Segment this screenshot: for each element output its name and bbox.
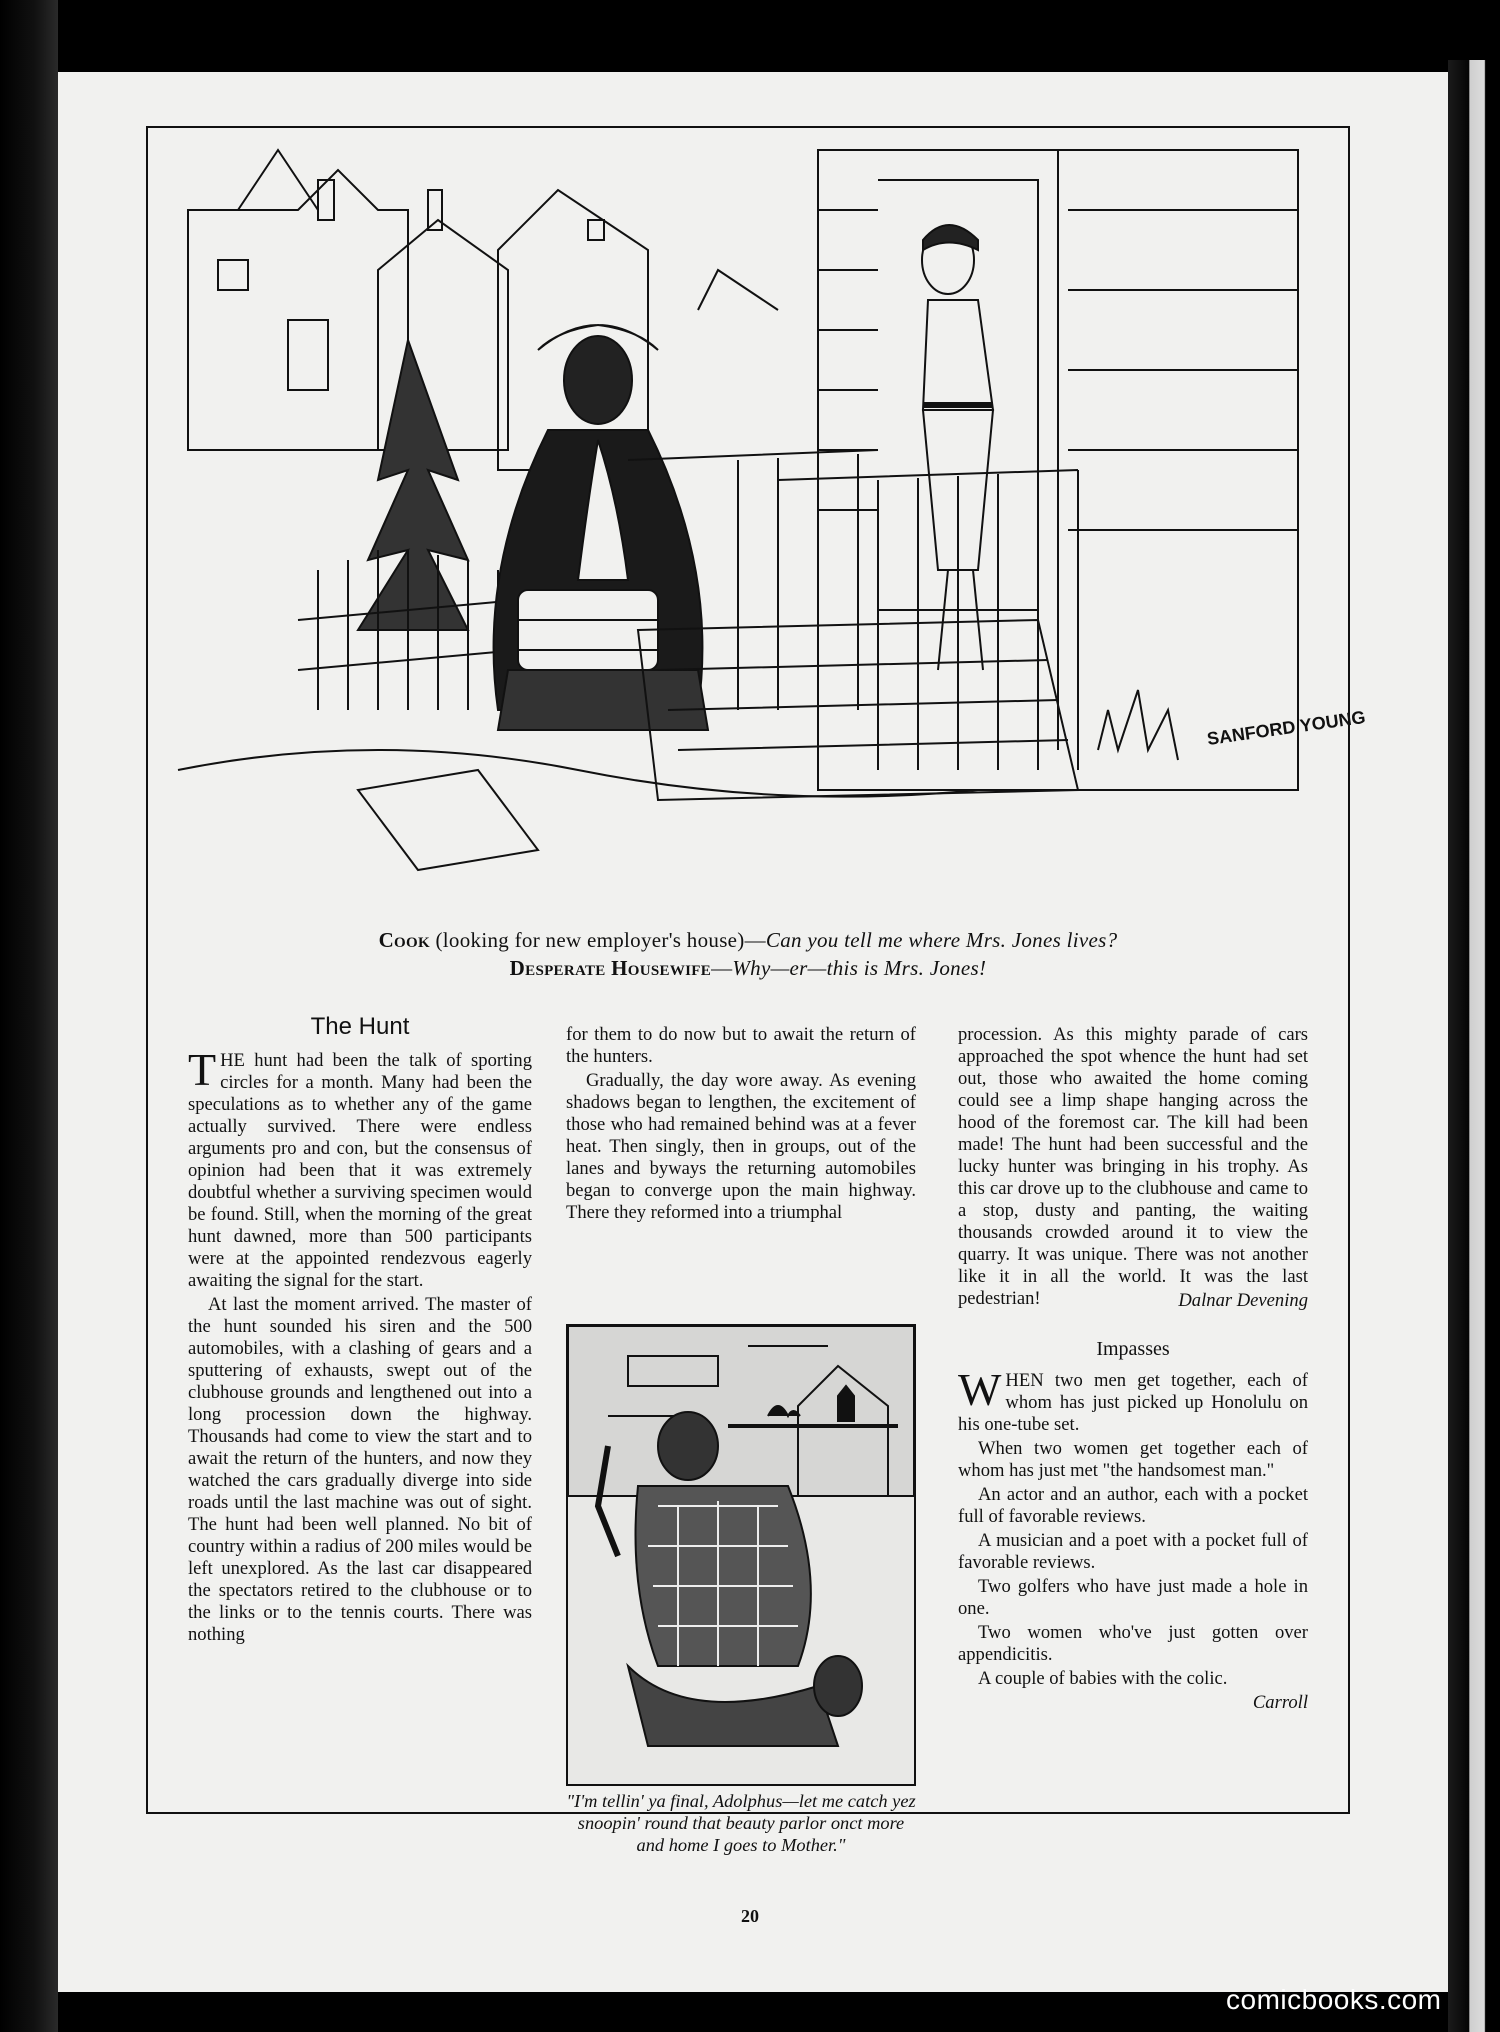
hunt-paragraph-2: At last the moment arrived. The master of the hunt sounded his siren and the 500 automobiles, with a clashing of gears and a sputtering of exhausts, swept out of the clubhouse grounds and lengthened out into a long procession down the highway. Thousands had come to view the start and to await the return of the hunters, and now they watched the cars gradually diverge into side roads until the last machine was out of sight. The hunt had been well planned. No bit of country within a radius of 200 miles would be left unexplored. As the last car disappeared the spectators retired to the clubhouse or to the links or to the tennis courts. There was nothing xyxy=(188,1294,532,1645)
book-spine-shadow xyxy=(0,0,58,2032)
article-title-impasses: Impasses xyxy=(1096,1338,1170,1360)
inset-cartoon-drawing xyxy=(568,1326,914,1784)
woman-body xyxy=(636,1486,811,1666)
inset-cartoon-caption: "I'm tellin' ya final, Adolphus—let me catch yez snoopin' round that beauty parlor onct more and home I goes to Mother." xyxy=(566,1791,916,1855)
cartoon-caption-line-2 xyxy=(178,956,1318,981)
impasses-paragraph-6: Two women who've just gotten over appendicitis. xyxy=(958,1622,1308,1665)
impasses-paragraph-4: A musician and a poet with a pocket full of favorable reviews. xyxy=(958,1530,1308,1573)
caption-housewife-line: Why—er—this is Mrs. Jones! xyxy=(732,956,987,980)
impasses-author: Carroll xyxy=(1252,1692,1308,1713)
impasses-paragraph-7: A couple of babies with the colic. xyxy=(978,1668,1228,1689)
woman-head xyxy=(658,1412,718,1480)
hunt-paragraph-1-text: HE hunt had been the talk of sporting circles for a month. Many had been the speculations as to whether any of the game actually survived. There were endless arguments pro and con, but the consensus of opinion had been that it was extremely doubtful whether a surviving specimen would be found. Still, when the morning of the great hunt dawned, more than 500 participants were at the appointed rendezvous eagerly awaiting the signal for the start. xyxy=(188,1050,532,1291)
caption-speaker-housewife: Desperate Housewife xyxy=(509,956,712,980)
hunt-drop-cap: T xyxy=(188,1044,217,1095)
hunt-paragraph-5: procession. As this mighty parade of cars approached the spot whence the hunt had set out, those who awaited the home coming could see a limp shape hanging across the hood of the foremost car. The kill had been made! The hunt had been successful and the lucky hunter was bringing in his trophy. As this car drove up to the clubhouse and came to a stop, dusty and panting, the waiting thousands crowded around it to view the quarry. It was unique. There was not another like it in all the world. It was the last pedestrian! xyxy=(958,1024,1308,1309)
caption-stage-direction: (looking for new employer's house)— xyxy=(429,928,766,952)
house-left xyxy=(188,170,408,450)
impasses-drop-cap: W xyxy=(958,1364,1002,1415)
hunt-paragraph-1 xyxy=(188,1044,532,1292)
main-cartoon-illustration xyxy=(178,150,1367,910)
cartoon-caption-line-1 xyxy=(178,928,1318,953)
caption-dash: — xyxy=(711,956,733,980)
cartoon-drawing xyxy=(178,150,1367,910)
impasses-paragraph-2: When two women get together each of whom has just met "the handsomest man." xyxy=(958,1438,1308,1481)
facing-page-edge xyxy=(1448,60,1500,2032)
impasses-paragraph-5: Two golfers who have just made a hole in one. xyxy=(958,1576,1308,1619)
column-2 xyxy=(566,1024,916,1226)
column-1 xyxy=(188,1013,532,1648)
hunt-author: Dalnar Devening xyxy=(1178,1290,1308,1311)
impasses-paragraph-1 xyxy=(958,1364,1308,1436)
grass-tuft xyxy=(1098,690,1178,760)
column-3 xyxy=(958,1024,1308,1714)
caption-speaker-cook: Cook xyxy=(378,928,430,952)
inset-cartoon xyxy=(566,1324,916,1786)
article-title-the-hunt: The Hunt xyxy=(310,1013,410,1040)
impasses-paragraph-3: An actor and an author, each with a pocket full of favorable reviews. xyxy=(958,1484,1308,1527)
pine-tree xyxy=(358,340,468,630)
impasses-paragraph-1-text: HEN two men get together, each of whom has just picked up Honolulu on his one-tube set. xyxy=(958,1370,1308,1435)
hunt-paragraph-4: Gradually, the day wore away. As evening shadows began to lengthen, the excitement of those who had remained behind was at a fever heat. Then singly, then in groups, out of the lanes and byways the returning automobiles began to converge upon the main highway. There they reformed into a triumphal xyxy=(566,1070,916,1223)
picket-fence xyxy=(298,550,518,710)
page-number: 20 xyxy=(741,1906,759,1926)
hunt-paragraph-3: for them to do now but to await the return of the hunters. xyxy=(566,1024,916,1067)
artist-signature: SANFORD YOUNG xyxy=(1205,706,1367,749)
site-watermark: comicbooks.com xyxy=(1226,1984,1442,2015)
caption-cook-line: Can you tell me where Mrs. Jones lives? xyxy=(765,928,1118,952)
